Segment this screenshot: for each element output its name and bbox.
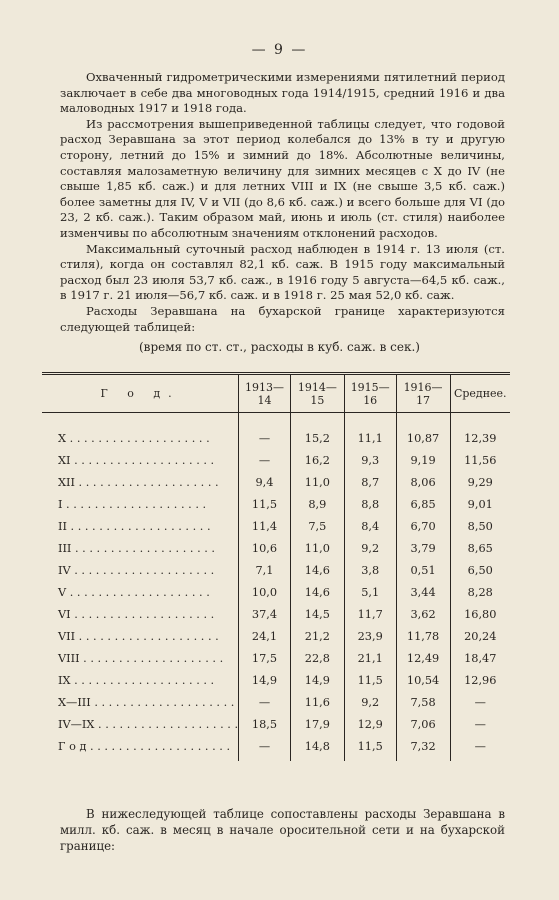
table-cell: — [450, 713, 510, 735]
row-label: IV—IX . . . . . . . . . . . . . . . . . . . . [58, 717, 239, 731]
table-cell: 37,4 [239, 603, 291, 625]
table-cell: 10,54 [396, 669, 450, 691]
table-cell: 11,5 [344, 735, 396, 761]
table-row [42, 449, 510, 471]
table-cell: 10,6 [239, 537, 291, 559]
table-row [42, 691, 510, 713]
table-cell: 7,06 [396, 713, 450, 735]
table-cell: — [239, 735, 291, 761]
table-cell: 7,1 [239, 559, 291, 581]
paragraph-maximum: Максимальный суточный расход наблюден в 1914 г. 13 июля (ст. стиля), когда он составлял 82,1 кб. саж. В 1915 году максимальный расход был 23 июля 53,7 кб. саж., в 1916 году 5 августа—64,5 кб. саж., в 1917 г. 21 июля—56,7 кб. саж. и в 1918 г. 25 мая 52,0 кб. саж. [60, 241, 505, 303]
table-cell: 9,3 [344, 449, 396, 471]
closing-text [60, 806, 505, 854]
row-label: IX . . . . . . . . . . . . . . . . . . . . [58, 673, 215, 687]
row-label: Г о д . . . . . . . . . . . . . . . . . . . . [58, 739, 231, 753]
discharge-table [42, 372, 510, 761]
table-cell: 10,0 [239, 581, 291, 603]
table-cell: 9,19 [396, 449, 450, 471]
table-cell: 6,50 [450, 559, 510, 581]
table-cell: — [450, 735, 510, 761]
table-cell: 8,7 [344, 471, 396, 493]
table-cell: 17,9 [290, 713, 344, 735]
table-cell: 3,8 [344, 559, 396, 581]
row-label: II . . . . . . . . . . . . . . . . . . . . [58, 519, 211, 533]
table-cell: 11,5 [344, 669, 396, 691]
row-label: VI . . . . . . . . . . . . . . . . . . . . [58, 607, 215, 621]
row-label: XII . . . . . . . . . . . . . . . . . . . . [58, 475, 219, 489]
table-cell: 8,50 [450, 515, 510, 537]
table-cell: 8,4 [344, 515, 396, 537]
table-cell: 15,2 [290, 413, 344, 450]
table-cell: 11,56 [450, 449, 510, 471]
row-label: IV . . . . . . . . . . . . . . . . . . . . [58, 563, 215, 577]
table-row [42, 559, 510, 581]
table-cell: — [239, 449, 291, 471]
table-row [42, 493, 510, 515]
table-cell: 9,01 [450, 493, 510, 515]
table-cell: 8,8 [344, 493, 396, 515]
table-row [42, 735, 510, 761]
table-cell: 14,9 [239, 669, 291, 691]
header-average: Среднее. [450, 374, 510, 413]
table-cell: 11,7 [344, 603, 396, 625]
table-row [42, 515, 510, 537]
table-cell: 14,9 [290, 669, 344, 691]
body-text [60, 70, 505, 335]
table-cell: 16,2 [290, 449, 344, 471]
table-cell: 12,96 [450, 669, 510, 691]
table-cell: 5,1 [344, 581, 396, 603]
table-cell: 24,1 [239, 625, 291, 647]
table-cell: 11,6 [290, 691, 344, 713]
table-cell: 11,0 [290, 537, 344, 559]
paragraph-period: Охваченный гидрометрическими измерениями пятилетний период заключает в себе два многоводных года 1914/1915, средний 1916 и два маловодных 1917 и 1918 года. [60, 70, 505, 116]
table-cell: 14,8 [290, 735, 344, 761]
table-cell: 17,5 [239, 647, 291, 669]
table-cell: 21,2 [290, 625, 344, 647]
table-cell: 8,65 [450, 537, 510, 559]
table-row [42, 581, 510, 603]
row-label: V . . . . . . . . . . . . . . . . . . . . [58, 585, 210, 599]
table-cell: 14,5 [290, 603, 344, 625]
header-1913-14: 1913—14 [239, 374, 291, 413]
table-cell: 11,4 [239, 515, 291, 537]
table-cell: 12,39 [450, 413, 510, 450]
header-1915-16: 1915—16 [344, 374, 396, 413]
table-cell: 12,49 [396, 647, 450, 669]
table-cell: 20,24 [450, 625, 510, 647]
table-cell: — [239, 691, 291, 713]
table-cell: 11,5 [239, 493, 291, 515]
row-label: X—III . . . . . . . . . . . . . . . . . . . . [58, 695, 235, 709]
table-header-row [42, 374, 510, 413]
row-label: VIII . . . . . . . . . . . . . . . . . . . . [58, 651, 224, 665]
table-cell: 3,44 [396, 581, 450, 603]
table-cell: 14,6 [290, 581, 344, 603]
table-cell: 18,47 [450, 647, 510, 669]
table-row [42, 713, 510, 735]
table-cell: 9,2 [344, 691, 396, 713]
table-cell: 8,28 [450, 581, 510, 603]
table-row [42, 413, 510, 450]
table-body [42, 413, 510, 762]
row-label: III . . . . . . . . . . . . . . . . . . . . [58, 541, 216, 555]
table-cell: 22,8 [290, 647, 344, 669]
table-cell: 9,29 [450, 471, 510, 493]
table-cell: 10,87 [396, 413, 450, 450]
table-cell: 3,79 [396, 537, 450, 559]
table-cell: 16,80 [450, 603, 510, 625]
row-label: X . . . . . . . . . . . . . . . . . . . . [58, 431, 210, 445]
table-cell: 3,62 [396, 603, 450, 625]
table-cell: 0,51 [396, 559, 450, 581]
table-cell: 9,4 [239, 471, 291, 493]
table-cell: 6,85 [396, 493, 450, 515]
table-cell: 8,9 [290, 493, 344, 515]
header-year: Г о д. [42, 374, 239, 413]
table-cell: 14,6 [290, 559, 344, 581]
table-cell: 7,58 [396, 691, 450, 713]
table-cell: 11,78 [396, 625, 450, 647]
table-cell: 21,1 [344, 647, 396, 669]
table-cell: — [450, 691, 510, 713]
row-label: I . . . . . . . . . . . . . . . . . . . . [58, 497, 207, 511]
header-1916-17: 1916—17 [396, 374, 450, 413]
table-cell: 11,1 [344, 413, 396, 450]
table-cell: 11,0 [290, 471, 344, 493]
paragraph-closing: В нижеследующей таблице сопоставлены расходы Зеравшана в милл. кб. саж. в месяц в начале оросительной сети и на бухарской границе: [60, 807, 505, 853]
table-cell: 7,32 [396, 735, 450, 761]
table-cell: 18,5 [239, 713, 291, 735]
row-label: XI . . . . . . . . . . . . . . . . . . . . [58, 453, 215, 467]
table-cell: 8,06 [396, 471, 450, 493]
table-caption: (время по ст. ст., расходы в куб. саж. в сек.) [139, 340, 420, 354]
header-1914-15: 1914—15 [290, 374, 344, 413]
table-row [42, 471, 510, 493]
table-cell: 9,2 [344, 537, 396, 559]
table-cell: 12,9 [344, 713, 396, 735]
table-row [42, 669, 510, 691]
table-row [42, 537, 510, 559]
table-row [42, 625, 510, 647]
table-row [42, 647, 510, 669]
row-label: VII . . . . . . . . . . . . . . . . . . . . [58, 629, 219, 643]
table-row [42, 603, 510, 625]
table-cell: — [239, 413, 291, 450]
table-cell: 6,70 [396, 515, 450, 537]
table-cell: 23,9 [344, 625, 396, 647]
page-number: — 9 — [251, 42, 308, 58]
table-cell: 7,5 [290, 515, 344, 537]
paragraph-intro-table: Расходы Зеравшана на бухарской границе характеризуются следующей таблицей: [60, 303, 505, 334]
paragraph-variation: Из рассмотрения вышеприведенной таблицы следует, что годовой расход Зеравшана за этот период колебался до 13% в ту и другую сторону, летний до 15% и зимний до 18%. Абсолютные величины, составляя малозаметную величину для зимних месяцев с X до IV (не свыше 1,85 кб. саж.) и для летних VIII и IX (не свыше 3,5 кб. саж.) более заметны для IV, V и VII (до 8,6 кб. саж.) и всего больше для VI (до 23, 2 кб. саж.). Таким образом май, июнь и июль (ст. стиля) наиболее изменчивы по абсолютным значениям отклонений расходов. [60, 116, 505, 240]
